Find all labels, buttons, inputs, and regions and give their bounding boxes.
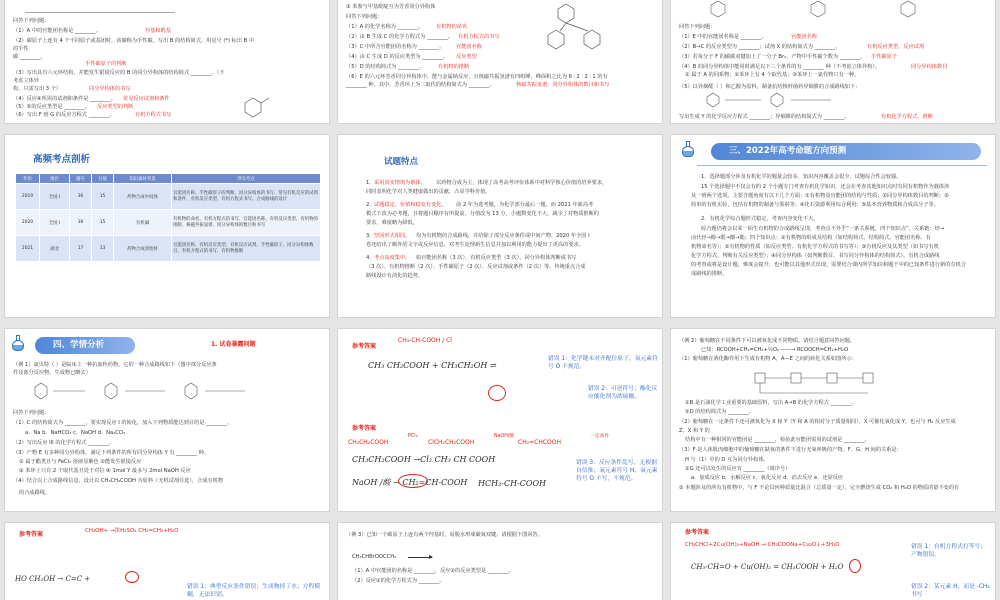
question-2: （2）B→C 的反应类型为 ________；试剂 X 的结构简式为 ________。 [679,44,841,50]
question-3: （3）F 是人体肌肉细胞中的葡萄糖在缺氧的条件下进行无氧呼吸的产物。F、G、H 间的关系是： [679,447,902,453]
question-2b: 的手性 [13,46,29,52]
example-1-b: 件及部分反应物、生成物已略去） [13,370,91,376]
intro: 回答下列问题： [679,24,716,30]
structure-image [691,0,951,21]
question-2: （2）葡萄糖在一定条件下还可被氧化为 X 和 Y（Y 和 A 的相对分子质量相同）。X 可催化氧化成 Y，也可与 H₂ 反应生成 [679,419,956,425]
question-1: （1）A 中官能团的名称是 ________，反应②的反应类型是 ________。 [352,568,514,574]
header-background: 知识素材背景 [114,174,172,184]
point-4-key: 考点高度集中。 [374,255,411,261]
cell: 有机碱 [114,210,172,236]
question-3-c: ② 本题涉及的所有有机物中，与 F 不论以何种质量比混合（总质量一定），完全燃烧生成 CO₂ 和 H₂O 的物质的量不变的有 [679,485,960,491]
error-note-1: 错误 1：化学键未对齐配位原子，氧元素符号 O 不规范。 [548,356,658,370]
cell: 药物合成中间体 [114,184,172,210]
cell: 官能团名称、手性碳原子的判断、同分异构体的书写、常见有机反应的试剂和条件、有机反应类型、有机方程式书写、合成路线的设计 [172,184,321,210]
slide-5-thumbnail[interactable] [337,134,663,318]
point-3-number: 3． [366,233,375,239]
cell: 药物合成原始材 [114,236,172,262]
slide-7-thumbnail[interactable] [4,328,330,512]
point-3-text: 均为有机物的合成路线，并给除了部分反应条件或中间产物。2020 年全国 I [416,233,590,239]
handwritten-line-1: CH₃CH₂COOH →Cl₂ CH₃ CH COOH [352,455,496,464]
cell: 2019 [16,184,40,210]
cell: 2021 [16,236,40,262]
answer-1: 羟基和醛基 [145,28,171,34]
example-1: （例 1）氯贝特（ ）是临床上一种抗血栓药物，它的一种合成路线如下（图中部分反应条 [13,362,217,368]
point-1-number: 1． [366,180,375,186]
formula-line: CH₃-CH-COOH / Cl [398,337,452,344]
slide-2-thumbnail[interactable] [337,0,663,124]
error-mark [488,385,506,401]
question-2: （2）碳原子上连有 4 个不同原子或基团时，该碳称为手性碳。写出 B 的结构简式，用星号 (*) 标出 B 中 [13,38,255,44]
question-5: （5）D 的结构简式为 ________。 [346,64,425,70]
slide-title: 试题特点 [384,157,419,167]
answer-label: 参考答案 [685,529,710,536]
reaction-arrow [408,557,432,558]
structure-image [25,0,175,13]
answer-label: 参考答案 [19,531,44,538]
slide-12-thumbnail[interactable] [670,522,996,600]
handwritten-answer: CH₃-CH=O + Cu(OH)₂ = CH₃COOH + H₂O [691,563,844,571]
slide-11-thumbnail[interactable] [337,522,663,600]
chain-mid: ClCH₂CH₂COOH [428,439,475,446]
cell: 36 [70,210,92,236]
answer-2: 有机方程式的书写 [458,34,500,40]
question-2-b: Z，X 和 Y 的 [679,428,710,434]
slide-8-thumbnail[interactable] [337,328,663,512]
point-2-text-c: 要求，难度略为降低。 [366,220,418,226]
question-2: （2）由 B 生成 C 的化学方程式为 ________。 [346,34,453,40]
question-3-b: ①G 还可以发生的反应有 ________（填序号） [685,466,791,472]
point-3-key: 坚固形式相同。 [374,233,411,239]
chain-reagent-2: NaOH/醇 [494,434,515,439]
slide-9-thumbnail[interactable] [670,328,996,512]
point-2-g: 成路线的推断。 [691,271,728,277]
chain-reagent-1: PCl₃ [408,434,418,439]
flask-icon [681,141,695,157]
error-mark [398,474,428,488]
question-5: （5）⑤的反应类型是 ________。 [13,104,91,110]
point-1-text-b: 同时表明化学对人类健康做出的贡献，凸显学科价值。 [366,189,491,195]
point-1-text: 以药物合成为主，体现了高考高考评价体系中对科学核心价值的培养要求， [436,180,608,186]
error-note-1: 错误 1：典型反应条件错误；生成物掉了水；方程模糊，无法识别。 [187,584,321,598]
question-5: （5）以异烟醛（ ）和乙醇为原料，制备抗结核杆菌药异烟肼的合成路线如下： [679,84,861,90]
question-3: （3）产物 E 有多种同分异构体，满足下列条件的所有同分异构体 Y 有 ________ 种。 [13,450,210,456]
question-1: （1）A 中的官能团名称是 ________。 [13,28,101,34]
cell: 全国 I [40,184,70,210]
intro: 回答下列问题： [346,14,383,20]
slide-6-thumbnail[interactable] [670,134,996,318]
slide-10-thumbnail[interactable] [4,522,330,600]
question-2: （2）反应①的化学方程式为 ________。 [352,578,445,584]
chain-start: CH₃CH₂COOH [348,439,389,446]
answer-4: 同分异构体数目 [911,64,948,70]
question-6: （6）写出 F 到 G 的反应方程式 ________。 [13,112,115,118]
question-1: （1）葡萄糖在酒化酶作用下生成有机物 A，A—E 之间的转化关系如图所示： [679,356,857,362]
answer-6: 核磁共振氢谱、同分异构体的数目和书写 [516,82,610,88]
point-4-text-b: （3 次）、有机物推断（2 次）、手性碳原子（2 次）、反应试剂或条件（2 次）等。传统重点合成 [366,264,586,270]
compound-a: CH₃CHBrOOCCH₃ [352,554,397,560]
point-2-f: 的考查或将是设计题，难度会提升，也可能以其他形式出现。需要结合课内所学知识和题干中的已知条件进行新的有机合 [691,262,966,268]
answer-3: 同分异构体的书写 [89,86,131,92]
exam-points-table [15,173,321,262]
error-note-1: 错误 1：有机方程式打等号；产物错误。 [911,544,987,558]
header-question: 题号 [70,174,92,184]
question-3-a: ① 属于酯类且与 FeCl₃ 溶液显紫色 ②能发生银镜反应 [19,459,142,465]
synthesis-route [25,377,285,407]
cell: 15 [92,184,114,210]
point-2: 2．有机化学综合题形式稳定，考查内容变化不大。 [701,216,819,222]
answer-5: 有机物的推断 [438,64,470,70]
header-points: 涉及考点 [172,174,321,184]
question-6: （6）E 的六元环芳香同分异构体中，能与金属钠反应，且核磁共振氢谱有四组峰，峰面积之比为 6 ∶ 2 ∶ 2 ∶ 1 的有 [346,74,608,80]
table-row [16,210,321,236]
answer-label: 参考答案 [352,343,377,350]
point-2-e: 化学方程式、判断有关反应类型）；④同分异构体（如判断数目、书写同分异构体的结构简式）。有机合成路线 [691,253,940,259]
error-note-2: 错误 2：某元素 H，而是 -CH₃ 书写 [911,584,990,598]
error-mark [125,571,139,583]
synthesis-route [701,91,901,111]
divider [697,165,987,166]
structure-image [538,1,618,61]
slide-3-thumbnail[interactable] [670,0,996,124]
cell: 15 [92,210,114,236]
cell: 全国 I [40,210,70,236]
question-1-b: ②D 的结构简式为 ________。 [685,409,755,415]
answer-4: 反应类型 [456,54,477,60]
section-banner: 四、学情分析 [35,337,135,354]
question-4: （4）反应④所需的试剂和条件是 ________。 [13,96,116,102]
point-3-text-b: 卷还给出了额外的文字或反应信息，对考生处理新生信息并加以利用的能力提出了更高的要求。 [366,242,584,248]
answer-2: 手性碳原子的判断 [85,61,127,67]
point-1-c: 及一到两个选项。主要含题角度有以下几个方面：①有机物及官能团的结构与性质；②同分异构体数目的判断；③ [691,193,949,199]
point-2-b: 综合题仍将会以某一陌生有机物的合成路线呈现，考查点不外乎“一条关系链，四个知识点”，关系链：烃→ [701,226,945,232]
note: ③ 苯胺与甲基吡啶互为芳香同分异构体 [346,4,436,10]
point-4-text-c: 路线设计有淡化的趋势。 [366,273,424,279]
handwritten-answer: HO CH₂OH → C=C + [15,575,91,583]
error-mark [849,559,861,573]
example-2: （例 2）葡萄糖在不同条件下可以被氧化成不同物质。请结合题意回答问题。 [679,338,856,344]
question-3c: 构，只需写出 3 个） [13,86,62,92]
point-2-number: 2． [366,202,375,208]
question-1-options: a．Na b．NaHCO₃ c．NaOH d．Na₂CO₃ [25,430,126,436]
example-3: （例 3）已知一个碳原子上连有两个羟基时，易脱水形成碳氧双键。请根据下图回答。 [346,532,543,538]
point-1-key: 采用真实情境为载体。 [374,180,426,186]
formula-line: CH₃OH+ →浓H₂SO₄ CH₂=CH₂+H₂O [85,528,179,534]
error-note-2: 错误 2：可逆符号；酯化反应催化剂为浓硫酸。 [588,386,658,400]
point-2-text: 前 2 年为选考题，为化学部分最后一题，而 2021 年新高考 [456,202,594,208]
handwritten-line-2: NaOH /酸 → CH₂=CH-COOH [352,478,468,487]
table-row [16,236,321,262]
answer-4: 常见反应试剂和条件 [123,96,170,102]
header-region: 地区 [40,174,70,184]
point-2-c: 卤代烃→醇→醛→酸→酯；四个知识点：①有机物的组成及结构（如结构简式、结构简式、官能团名称、有 [691,235,931,241]
answer-1: 官能团名称 [791,34,817,40]
table-row [16,184,321,210]
cell: 官能团名称、有机反应类型、有机反应试剂、手性碳原子、同分异构体数目、有机方程式的书写、有机物推断 [172,236,321,262]
handwritten-line-3: HCH₂-CH-COOH [478,479,546,488]
answer-6: 有机方程式书写 [135,112,172,118]
chain-condition: 一定条件 [590,434,610,439]
answer-label-2: 参考答案 [352,425,377,432]
question-4: （4）B 的同分异构体中能同时满足以下三个条件的有 ________ 种（不考虑立体异构）。 [679,64,881,70]
question-6b: ________ 种，其中，芳香环上为二取代的结构简式为 ________。 [346,82,495,88]
intro: 回答下列问题： [13,18,50,24]
point-4-number: 4． [366,255,375,261]
point-1-d: 简单的有机实验，包括有机物的制备与鉴别等；④化石资源利用综合利用；⑤基本营养物质和合成高分子等。 [691,202,939,208]
known-info: 已知：RCOOH+CH₂=CH₂+½O₂ ——→ RCOOCH=CH₂+H₂O [701,347,849,353]
question-4a: ① 属于 A 的同系物；②苯环上有 4 个取代基；③苯环上一氯代物只有一种。 [685,72,860,78]
slide-1-thumbnail[interactable] [4,0,330,124]
cell: 湖北 [40,236,70,262]
question-1: （1）A 的化学名称为 ________。 [346,24,424,30]
question-2: （2）写出反应 III 的化学方程式 ________。 [13,440,115,446]
cell: 17 [70,236,92,262]
question-3-a: H 与（1）中的 D 互为同分异构体。 [685,457,769,463]
flask-icon [11,335,25,351]
header-score: 分值 [92,174,114,184]
question-3b: 考虑立体异 [13,78,39,84]
question-2c: 碳 ________。 [13,54,46,60]
slide-4-thumbnail[interactable] [4,134,330,318]
formula-line: CH₃CHCl+2Cu(OH)₂+NaOH → CH₃COONa+Cu₂O↓+3H₂O [685,542,840,548]
subsection-title: 1. 试卷暴露问题 [211,341,256,348]
header-year: 年份 [16,174,40,184]
intro: 回答下列问题： [13,410,50,416]
question-5b: 写出生成 Y 的化学反应方程式 ________；异烟肼的结构简式为 ________。 [679,114,850,120]
question-3-b: ③ 苯环上只有 2 个取代基且处于对位 ④ 1mol Y 最多与 2mol NaOH 反应 [19,468,191,474]
answer-2: 有机反应类型、反应试剂 [867,44,925,50]
cell: 2020 [16,210,40,236]
answer-5: 有机化学方程式、推断 [881,114,933,120]
question-4-b: 的合成路线。 [19,490,51,496]
structure-image [235,91,275,121]
relation-diagram [751,363,901,397]
handwritten-answer: CH₃ CH₂COOH + CH₃CH₂OH ⇌ [368,361,497,370]
point-2-d: 机物命名等）；②有机物的性质（如反应类型、有机化学方程式的书写等）；③有机反应及其类型（如书写有机 [691,244,939,250]
question-1: （1）E 中的官能团名称是 ________。 [679,34,767,40]
slide-title: 高频考点剖析 [33,154,91,165]
point-4-text: 如官能团名称（3 次）、有机反应类型（3 次）、同分异构体判断或书写 [416,255,577,261]
chain-product: CH₂=CHCOOH [518,439,561,446]
question-1: （1）C 的结构简式为 ________，要实现反应 I 的转化，加入下列物质能达到目的是 ________。 [13,420,233,426]
question-1-a: ①B 是石油化学工业重要的基础原料，写出 A→B 的化学方程式 ________。 [685,400,857,406]
answer-3: 官能团名称 [456,44,482,50]
question-3: （3）C 中所含官能团的名称为 ________。 [346,44,445,50]
question-3: （3）若每分子 F 的碳碳双键加上了一分子 Br₂，产物中手性碳个数为 ________。 [679,54,866,60]
question-2-c: 结构中有一种相同的官能团是 ________，检验此官能团需用的试剂是 ________。 [685,437,870,443]
point-1: 1．选择题部分涉及有机化学的题量会较多，知识内容覆盖会很全，试题综合性会较强。 [701,174,902,180]
answer-1: 有机物的命名 [436,24,468,30]
question-3: （3）写出具有六元环结构、并能发生银镜反应的 B 的同分异构体的结构简式 ________。（不 [13,70,225,76]
cell: 36 [70,184,92,210]
cell: 有机物的命名、有机方程式的书写、官能团名称、有机反应类型、有机物的推断、核磁共振氢谱、同分异构体的数目和书写 [172,210,321,236]
point-1-b: 15 个选择题中不仅会有约 2 个小题专门考查有机化学知识，还会在考查其他知识点时有同有机物作为载体涉 [701,184,950,190]
error-note-3: 错误 3：反应条件乱写，无根据自信推；氧元素符号 H、氧元素符号 O 不写，不规范。 [576,460,658,482]
cell: 13 [92,236,114,262]
question-3-options: a．加成反应 b．水解反应 c．氧化反应 d．消去反应 e．还原反应 [691,475,844,481]
point-2-key: 试题稳定，价值和稳变有变化。 [374,202,447,208]
answer-5: 反应类型的判断 [97,104,134,110]
answer-3: 手性碳原子 [871,54,897,60]
section-banner: 三、2022年高考命题方向预测 [711,143,981,160]
question-4: （4）结合以上合成路线信息，设计以 CH₃CH₂COOH 为原料（无机试剂任选），合成有机物 [13,478,224,484]
point-2-text-b: 模式下改为必考题，且将题目顺序有所提前。分值改为 13 分，小题数变化不大，减少了对物质推断的 [366,211,599,217]
question-4: （4）由 C 生成 D 的反应类型为 ________。 [346,54,449,60]
